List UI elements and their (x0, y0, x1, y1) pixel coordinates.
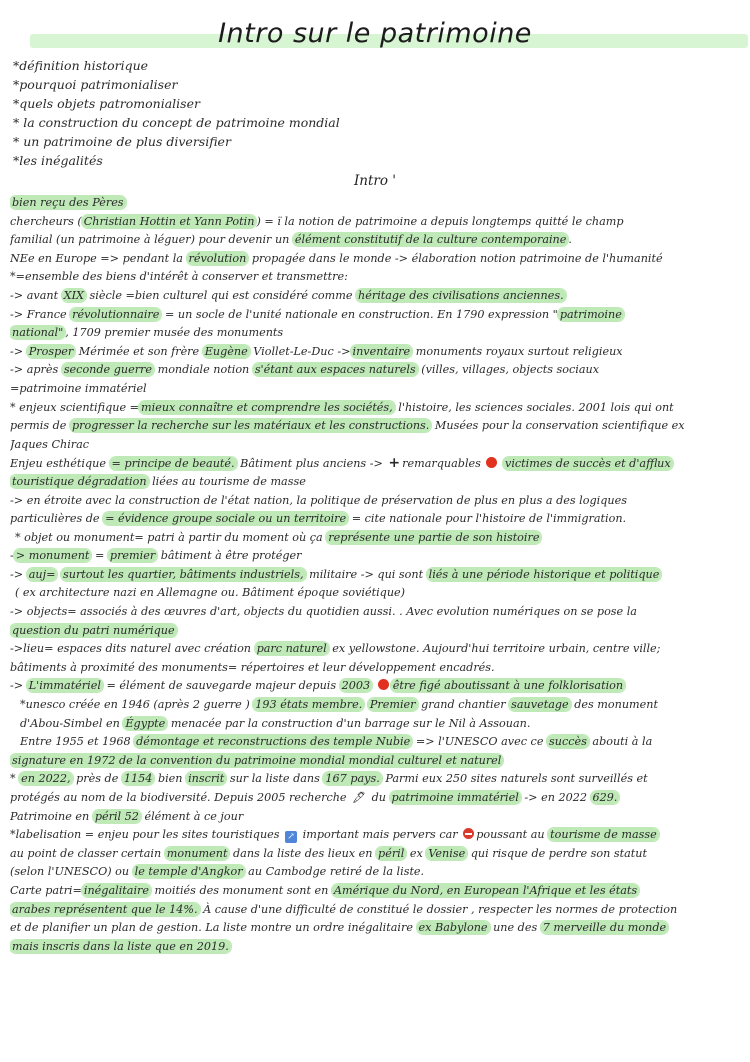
note-text: menacée par la construction d'un barrage sur le Nil à Assouan. (167, 716, 531, 730)
note-line (10, 715, 745, 734)
note-text: -> (10, 679, 27, 693)
note-text: À cause d'une difficulté de constitué le dossier , respecter les normes de protection (199, 902, 678, 916)
note-text: = (91, 549, 108, 563)
note-text: -> avant (10, 288, 62, 302)
note-text: -> France (10, 307, 71, 321)
highlighted-text: héritage des civilisations anciennes. (358, 288, 564, 302)
plus-icon: + (388, 455, 401, 472)
highlighted-text: Eugène (204, 344, 248, 358)
red-circle-icon (486, 457, 497, 468)
note-text: sur la liste dans (226, 772, 324, 786)
note-text: particulières de (10, 512, 104, 526)
note-text: * (10, 772, 20, 786)
note-line (10, 882, 745, 901)
note-text: au point de classer certain (10, 846, 165, 860)
highlighted-text: inégalitaire (83, 883, 149, 897)
highlighted-text: 1154 (123, 772, 153, 786)
note-line (10, 789, 745, 808)
highlighted-text: monument (166, 846, 228, 860)
note-text: poussant au (476, 828, 549, 842)
note-line (10, 845, 745, 864)
note-text: *labelisation = enjeu pour les sites touristiques (10, 828, 284, 842)
note-text: * objet ou monument= patri à partir du moment où ça (15, 530, 327, 544)
note-text: -> (10, 567, 27, 581)
note-line (10, 919, 745, 938)
highlighted-text: surtout les quartier, bâtiments industriels, (63, 567, 304, 581)
note-text: une des (489, 921, 541, 935)
note-text: - (10, 549, 14, 563)
highlighted-text: question du patri numérique (12, 623, 175, 637)
note-text (372, 679, 376, 692)
note-text: protégés au nom de la biodiversité. Depuis 2005 recherche (10, 791, 351, 804)
note-line (10, 938, 745, 957)
note-line (10, 603, 745, 622)
highlighted-text: 7 merveille du monde (542, 921, 667, 935)
note-text: NEe en Europe => pendant la (10, 251, 187, 265)
note-text: -> objects= associés à des œuvres d'art, objects du quotidien aussi. . Avec evolution numériques on se pose la (10, 605, 637, 619)
note-line (10, 306, 745, 325)
note-text: grand chantier (417, 698, 510, 712)
note-line (10, 194, 745, 213)
note-text: Jaques Chirac (10, 437, 90, 451)
highlighted-text: parc naturel (256, 642, 327, 656)
highlighted-text: = évidence groupe sociale ou un territoire (105, 512, 347, 526)
note-text: ex (406, 846, 427, 860)
note-line (10, 287, 745, 306)
note-line (10, 231, 745, 250)
note-text: Mérimée et son frère (75, 344, 203, 358)
highlighted-text: XIX (63, 288, 84, 302)
note-text: du (368, 791, 390, 804)
note-line (10, 659, 745, 678)
highlighted-text: sauvetage (511, 698, 569, 712)
note-text: dans la liste des lieux en (229, 846, 377, 860)
outline-item: *pourquoi patrimonialiser (13, 77, 178, 92)
highlighted-text: 167 pays. (325, 772, 380, 786)
note-line (10, 492, 745, 511)
note-line (10, 826, 745, 845)
highlighted-text: représente une partie de son histoire (328, 530, 540, 544)
up-right-arrow-icon: ↗ (285, 831, 297, 843)
note-line (10, 268, 745, 287)
note-line (10, 473, 745, 492)
highlighted-text: mieux connaître et comprendre les sociétés, (141, 400, 393, 414)
highlighted-text: mais inscris dans la liste que en 2019. (12, 939, 229, 953)
page-title: Intro sur le patrimoine (218, 18, 532, 49)
note-text: Musées pour la conservation scientifique ex (431, 419, 685, 433)
notes-body (10, 194, 745, 956)
highlighted-text: 629. (592, 791, 618, 804)
red-circle-icon (378, 679, 389, 690)
note-text: Patrimoine en (10, 809, 93, 823)
note-text: => l'UNESCO avec ce (412, 735, 547, 749)
note-text: bâtiments à proximité des monuments= répertoires et leur développement encadrés. (10, 660, 495, 674)
note-text: monuments royaux surtout religieux (412, 344, 623, 358)
note-line (10, 361, 745, 380)
note-line (10, 808, 745, 827)
note-line (10, 510, 745, 529)
note-text: . (568, 233, 572, 247)
note-text: -> en 2022 (520, 791, 591, 804)
note-text: moitiés des monument sont en (151, 883, 332, 897)
note-line (10, 622, 745, 641)
highlighted-text: être figé aboutissant à une folklorisation (392, 679, 624, 693)
note-line (10, 250, 745, 269)
note-text: liées au tourisme de masse (148, 474, 306, 488)
highlighted-text: seconde guerre (63, 363, 153, 377)
note-line (10, 566, 745, 585)
note-text: = cite nationale pour l'histoire de l'immigration. (348, 512, 627, 526)
highlighted-text: = principe de beauté. (111, 457, 235, 471)
note-line (10, 584, 745, 603)
note-text: ->lieu= espaces dits naturel avec création (10, 642, 255, 656)
highlighted-text: révolutionnaire (72, 307, 160, 321)
highlighted-text: inventaire (352, 344, 411, 358)
highlighted-text: Égypte (125, 716, 166, 730)
note-line (10, 640, 745, 659)
highlighted-text: victimes de succès et d'afflux (505, 457, 671, 471)
highlighted-text: ex Babylone (418, 921, 488, 935)
highlighted-text: signature en 1972 de la convention du patrimoine mondial mondial culturel et naturel (12, 753, 502, 767)
note-line (10, 677, 745, 696)
highlighted-text: national" (12, 326, 64, 340)
note-text: -> en étroite avec la construction de l'état nation, la politique de préservation de plus en plus a des logiques (10, 493, 627, 507)
outline-list (13, 56, 340, 170)
note-text: des monument (570, 698, 658, 712)
highlighted-text: 2003 (341, 679, 371, 693)
note-text: Carte patri= (10, 883, 82, 897)
note-text: bâtiment à être protéger (157, 549, 302, 563)
note-text: Bâtiment plus anciens -> (236, 457, 387, 471)
note-text: -> (10, 344, 27, 358)
no-entry-icon (463, 828, 474, 839)
highlighted-text: tourisme de masse (550, 828, 657, 842)
section-heading-intro: Intro ' (353, 173, 397, 189)
note-text: qui risque de perdre son statut (467, 846, 647, 860)
note-text: permis de (10, 419, 70, 433)
note-line (10, 454, 745, 473)
note-line (10, 324, 745, 343)
note-text: l'histoire, les sciences sociales. 2001 lois qui ont (394, 400, 674, 414)
note-text: ( ex architecture nazi en Allemagne ou. Bâtiment époque soviétique) (15, 586, 406, 600)
highlighted-text: élément constitutif de la culture contemporaine (294, 233, 567, 247)
note-text: chercheurs ( (10, 214, 82, 228)
highlighted-text: liés à une période historique et politique (428, 567, 660, 581)
note-text: propagée dans le monde -> élaboration notion patrimoine de l'humanité (248, 251, 663, 265)
highlighted-text: péril (378, 846, 405, 860)
note-text: -> après (10, 363, 62, 377)
note-text: au Cambodge retiré de la liste. (244, 865, 425, 879)
note-text: * enjeux scientifique = (10, 400, 140, 414)
highlighted-text: succès (549, 735, 587, 749)
note-line (10, 529, 745, 548)
note-line (10, 752, 745, 771)
highlighted-text: > monument (15, 549, 90, 563)
note-text: et de planifier un plan de gestion. La liste montre un ordre inégalitaire (10, 921, 417, 935)
note-text: Parmi eux 250 sites naturels sont surveillés et (381, 772, 648, 786)
note-text: ) = ï la notion de patrimoine a depuis longtemps quitté le champ (256, 214, 624, 228)
note-text: = élément de sauvegarde majeur depuis (102, 679, 340, 693)
outline-item: * la construction du concept de patrimoine mondial (13, 115, 340, 130)
highlighted-text: le temple d'Angkor (134, 865, 243, 879)
highlighted-text: révolution (188, 251, 247, 265)
note-text: *=ensemble des biens d'intérêt à conserver et transmettre: (10, 270, 348, 284)
highlighted-text: patrimoine immatériel (391, 791, 519, 804)
note-line (10, 696, 745, 715)
note-text: remarquables (402, 457, 485, 471)
highlighted-text: patrimoine (559, 307, 622, 321)
highlighted-text: Prosper (28, 344, 74, 358)
note-text: ex yellowstone. Aujourd'hui territoire urbain, centre ville; (328, 642, 661, 656)
note-text: familial (un patrimoine à léguer) pour devenir un (10, 233, 293, 247)
note-text: abouti à la (588, 735, 653, 749)
note-line (10, 213, 745, 232)
highlighted-text: s'étant aux espaces naturels (254, 363, 416, 377)
note-line (10, 733, 745, 752)
note-text: Enjeu esthétique (10, 457, 110, 471)
highlighted-text: progresser la recherche sur les matériaux et les constructions. (71, 419, 430, 433)
pen-icon: 🖋 (352, 791, 367, 804)
note-text: siècle =bien culturel qui est considéré comme (86, 288, 357, 302)
note-line (10, 399, 745, 418)
highlighted-text: en 2022, (21, 772, 71, 786)
note-text: d'Abou-Simbel en (20, 716, 124, 730)
note-text: =patrimoine immatériel (10, 381, 147, 395)
highlighted-text: démontage et reconstructions des temple Nubie (136, 735, 411, 749)
highlighted-text: Amérique du Nord, en European l'Afrique et les états (333, 883, 638, 897)
note-text: important mais pervers car (299, 828, 462, 842)
note-line (10, 343, 745, 362)
highlighted-text: 193 états membre. (255, 698, 363, 712)
highlighted-text: Premier (369, 698, 416, 712)
outline-item: *quels objets patromonialiser (13, 96, 200, 111)
outline-item: * un patrimoine de plus diversifier (13, 134, 231, 149)
note-line (10, 380, 745, 399)
highlighted-text: touristique dégradation (12, 474, 147, 488)
highlighted-text: inscrit (188, 772, 225, 786)
note-line (10, 901, 745, 920)
note-text: Viollet-Le-Duc -> (249, 344, 351, 358)
highlighted-text: Christian Hottin et Yann Potin (83, 214, 255, 228)
note-text: (villes, villages, objects sociaux (417, 363, 600, 377)
highlighted-text: arabes représentent que le 14%. (12, 902, 198, 916)
note-text: mondiale notion (154, 363, 253, 377)
note-text: militaire -> qui sont (305, 567, 427, 581)
note-text: près de (72, 772, 122, 786)
note-text: *unesco créée en 1946 (après 2 guerre ) (20, 698, 254, 712)
note-text: bien (154, 772, 187, 786)
note-text: , 1709 premier musée des monuments (65, 326, 284, 340)
highlighted-text: premier (109, 549, 156, 563)
highlighted-text: péril 52 (94, 809, 139, 823)
note-text: (selon l'UNESCO) ou (10, 865, 133, 879)
note-line (10, 417, 745, 436)
note-line (10, 770, 745, 789)
highlighted-text: L'immatériel (28, 679, 101, 693)
note-line (10, 436, 745, 455)
note-text: Entre 1955 et 1968 (20, 735, 135, 749)
note-text: élément à ce jour (140, 809, 244, 823)
highlighted-text: Venise (428, 846, 466, 860)
outline-item: *les inégalités (13, 153, 103, 168)
highlighted-text: bien reçu des Pères (12, 196, 124, 209)
note-text: = un socle de l'unité nationale en construction. En 1790 expression " (161, 307, 558, 321)
outline-item: *définition historique (13, 58, 149, 73)
note-line (10, 863, 745, 882)
highlighted-text: auj= (28, 567, 56, 581)
note-line (10, 547, 745, 566)
